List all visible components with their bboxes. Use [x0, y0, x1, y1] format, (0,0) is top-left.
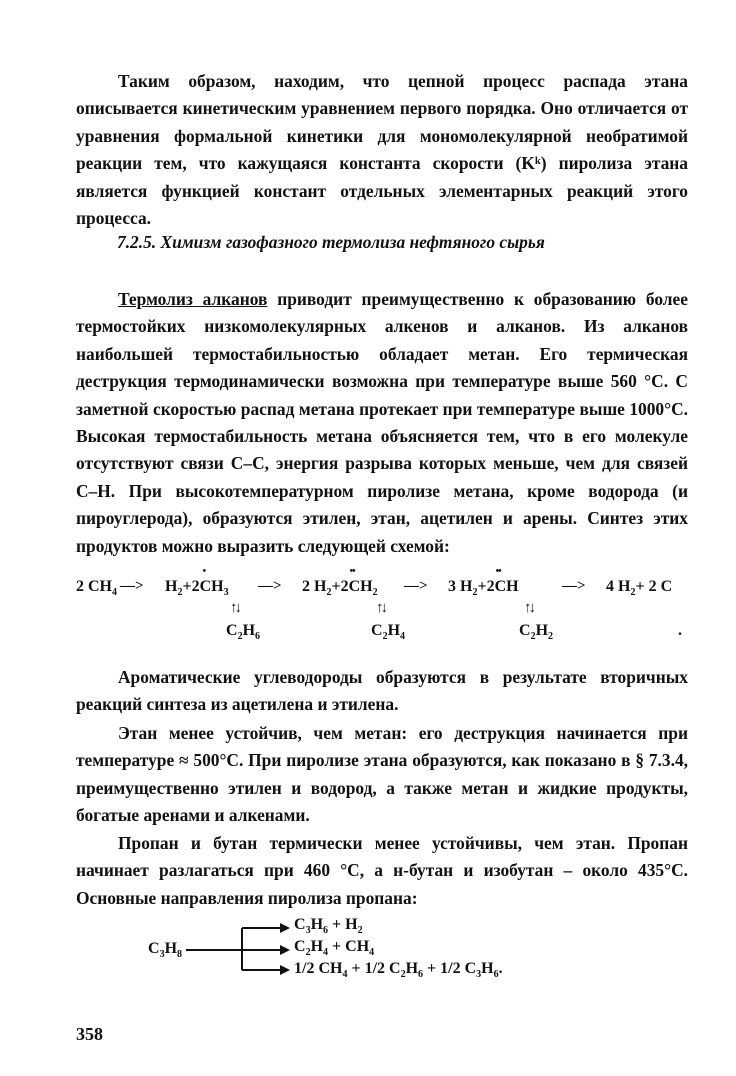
arrow-icon: —>: [562, 578, 586, 594]
equilibrium-arrows-icon: ↑↓: [524, 600, 533, 616]
paragraph-alkane-thermolysis: [76, 286, 688, 560]
product-line-2: $C_2H_4 + CH_4$: [294, 938, 375, 958]
scheme-term: 4 $H_2+ 2$ C: [606, 578, 673, 598]
paragraph-ethane: Этан менее устойчив, чем метан: его деструкция начинается при температуре ≈ 500°С. При пиролизе этана образуются, как показано в § 7.3.4, преимущественно этилен и водород, а также метан и жидкие продукты, богатые аренами и алкенами.: [76, 723, 688, 826]
equilibrium-arrows-icon: ↑↓: [230, 600, 239, 616]
scheme-end-dot: .: [678, 622, 682, 639]
product-line-3: 1/2 $CH_4 + 1/2$ $C_2H_6 + 1/2$ $C_3H_6$.: [294, 960, 503, 980]
arrow-icon: —>: [404, 578, 428, 594]
arrow-icon: —>: [120, 578, 144, 594]
scheme-term: 2 $CH_4$: [76, 578, 117, 598]
scheme-term: $H_2+2•$ $CH_3$: [165, 578, 229, 598]
scheme-term: $C_2H_6$: [226, 622, 261, 642]
paragraph-ethane-kinetics: Таким образом, находим, что цепной процесс распада этана описывается кинетическим уравнением первого порядка. Оно отличается от уравнения формальной кинетики для мономолекулярной необратимой реакции тем, что кажущаяся константа скорости (Kᵏ) пиролиза этана является функцией констант отдельных элементарных реакций этого процесса.: [76, 71, 688, 229]
scheme-term: $C_2H_2$: [519, 622, 554, 642]
scheme-term: $C_2H_4$: [371, 622, 406, 642]
equilibrium-arrows-icon: ↑↓: [376, 600, 385, 616]
underlined-term: Термолиз алканов: [118, 289, 268, 309]
paragraph-propane: Пропан и бутан термически менее устойчивы, чем этан. Пропан начинает разлагаться при 460 °С, а н-бутан и изобутан – около 435°С. Основные направления пиролиза пропана:: [76, 833, 688, 908]
page-number: 358: [76, 1024, 103, 1044]
scheme-term: 2 $H_2+2••$ $CH_2$: [302, 578, 378, 598]
product-line-1: $C_3H_6 + H_2$: [294, 916, 363, 936]
arrow-icon: —>: [258, 578, 282, 594]
scheme-term: 3 $H_2+2••$ CH: [448, 578, 519, 598]
paragraph-aromatics: Ароматические углеводороды образуются в результате вторичных реакций синтеза из ацетилена и этилена.: [76, 667, 688, 715]
branching-arrows-icon: [180, 920, 300, 980]
section-heading: 7.2.5. Химизм газофазного термолиза нефтяного сырья: [117, 232, 545, 252]
paragraph-text: приводит преимущественно к образованию более термостойких низкомолекулярных алкенов и алканов. Из алканов наибольшей термостабильностью обладает метан. Его термическая деструкция термодинамически возможна при температуре выше 560 °С. С заметной скоростью распад метана протекает при температуре выше 1000°С. Высокая термостабильность метана объясняется тем, что в его молекуле отсутствуют связи С–С, энергия разрыва которых меньше, чем для связей С–Н. При высокотемпературном пиролизе метана, кроме водорода (и пироуглерода), образуются этилен, этан, ацетилен и арены. Синтез этих продуктов можно выразить следующей схемой:: [76, 289, 688, 556]
reactant-propane: $C_3H_8$: [148, 940, 183, 960]
